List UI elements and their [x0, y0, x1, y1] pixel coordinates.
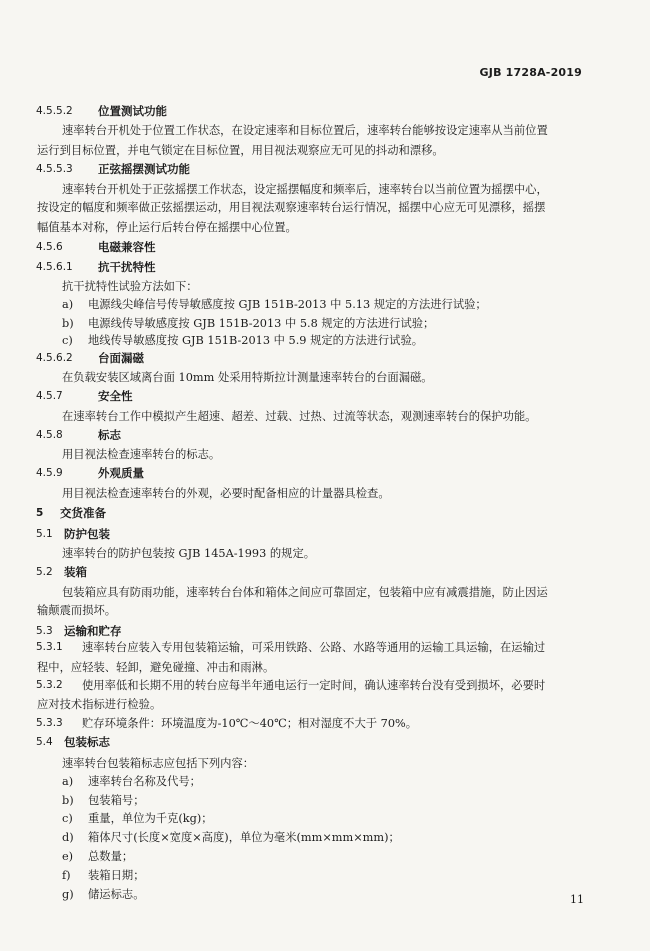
section-title: 外观质量	[98, 466, 144, 480]
list-item-text: 电源线尖峰信号传导敏感度按 GJB 151B-2013 中 5.13 规定的方法进行试验；	[88, 298, 487, 311]
list-item-label: e)	[62, 850, 74, 863]
section-number: 4.5.5.2	[36, 105, 73, 117]
paragraph-text: 速率转台应装入专用包装箱运输，可采用铁路、公路、水路等通用的运输工具运输，在运输过	[82, 641, 546, 654]
section-title: 安全性	[98, 389, 133, 403]
section-number: 4.5.6	[36, 241, 63, 253]
section-title: 台面漏磁	[98, 351, 144, 365]
list-item-label: d)	[62, 831, 74, 844]
paragraph-text: 用目视法检查速率转台的外观，必要时配备相应的计量器具检查。	[62, 487, 390, 500]
section-number: 4.5.5.3	[36, 163, 73, 175]
section-title: 标志	[98, 428, 121, 442]
list-item-label: b)	[62, 317, 74, 330]
list-item-label: g)	[62, 888, 74, 901]
list-item-text: 包装箱号；	[88, 794, 145, 807]
list-item-text: 电源线传导敏感度按 GJB 151B-2013 中 5.8 规定的方法进行试验；	[88, 317, 435, 330]
paragraph-text: 包装箱应具有防雨功能，速率转台台体和箱体之间应可靠固定，包装箱中应有减震措施，防止因运	[62, 586, 548, 599]
section-number: 4.5.7	[36, 390, 63, 402]
section-number: 5.1	[36, 528, 53, 540]
list-item-text: 速率转台名称及代号；	[88, 775, 201, 788]
clause-number: 5.3.3	[36, 717, 63, 729]
section-number: 5.4	[36, 736, 53, 748]
paragraph-text: 幅值基本对称，停止运行后转台停在摇摆中心位置。	[37, 221, 297, 234]
list-item-label: c)	[62, 812, 73, 825]
paragraph-text: 应对技术指标进行检验。	[37, 698, 162, 711]
paragraph-text: 抗干扰特性试验方法如下：	[62, 280, 198, 293]
list-item-text: 总数量；	[88, 850, 134, 863]
section-title: 装箱	[64, 565, 87, 579]
paragraph-text: 程中，应轻装、轻卸，避免碰撞、冲击和雨淋。	[37, 661, 275, 674]
paragraph-text: 速率转台的防护包装按 GJB 145A-1993 的规定。	[62, 547, 316, 560]
section-number: 4.5.9	[36, 467, 63, 479]
section-number: 4.5.6.2	[36, 352, 73, 364]
paragraph-text: 输颠震而损坏。	[37, 604, 117, 617]
section-title: 位置测试功能	[98, 104, 167, 118]
section-title: 抗干扰特性	[98, 260, 156, 274]
list-item-label: a)	[62, 775, 74, 788]
paragraph-text: 按设定的幅度和频率做正弦摇摆运动，用目视法观察速率转台运行情况，摇摆中心应无可见漂移，摇摆	[37, 201, 546, 214]
section-number: 4.5.8	[36, 429, 63, 441]
list-item-text: 重量，单位为千克(kg)；	[88, 812, 213, 825]
section-number: 5.2	[36, 566, 53, 578]
list-item-text: 装箱日期；	[88, 869, 145, 882]
page-number: 11	[570, 893, 584, 906]
list-item-label: a)	[62, 298, 74, 311]
section-title: 交货准备	[60, 506, 106, 520]
paragraph-text: 在速率转台工作中模拟产生超速、超差、过载、过热、过流等状态，观测速率转台的保护功能。	[62, 410, 537, 423]
list-item-label: f)	[62, 869, 71, 882]
clause-number: 5.3.2	[36, 679, 63, 691]
paragraph-text: 速率转台包装箱标志应包括下列内容：	[62, 757, 255, 770]
section-title: 包装标志	[64, 735, 110, 749]
paragraph-text: 运行到目标位置，并电气锁定在目标位置，用目视法观察应无可见的抖动和漂移。	[37, 144, 444, 157]
section-title: 正弦摇摆测试功能	[98, 162, 190, 176]
standard-code: GJB 1728A-2019	[479, 66, 582, 79]
section-number: 4.5.6.1	[36, 261, 73, 273]
section-title: 运输和贮存	[64, 624, 122, 638]
list-item-text: 储运标志。	[88, 888, 145, 901]
list-item-label: c)	[62, 334, 73, 347]
paragraph-text: 使用率低和长期不用的转台应每半年通电运行一定时间，确认速率转台没有受到损坏，必要时	[82, 679, 546, 692]
list-item-text: 地线传导敏感度按 GJB 151B-2013 中 5.9 规定的方法进行试验。	[88, 334, 424, 347]
paragraph-text: 在负载安装区域离台面 10mm 处采用特斯拉计测量速率转台的台面漏磁。	[62, 371, 433, 384]
paragraph-text: 贮存环境条件：环境温度为-10℃～40℃；相对湿度不大于 70%。	[82, 717, 418, 730]
section-title: 电磁兼容性	[98, 240, 156, 254]
paragraph-text: 速率转台开机处于位置工作状态，在设定速率和目标位置后，速率转台能够按设定速率从当前位置	[62, 124, 548, 137]
section-title: 防护包装	[64, 527, 110, 541]
section-number: 5	[36, 507, 44, 519]
list-item-text: 箱体尺寸(长度×宽度×高度)，单位为毫米(mm×mm×mm)；	[88, 831, 400, 844]
paragraph-text: 速率转台开机处于正弦摇摆工作状态，设定摇摆幅度和频率后，速率转台以当前位置为摇摆中心，	[62, 183, 548, 196]
section-number: 5.3	[36, 625, 53, 637]
paragraph-text: 用目视法检查速率转台的标志。	[62, 448, 221, 461]
list-item-label: b)	[62, 794, 74, 807]
clause-number: 5.3.1	[36, 641, 63, 653]
